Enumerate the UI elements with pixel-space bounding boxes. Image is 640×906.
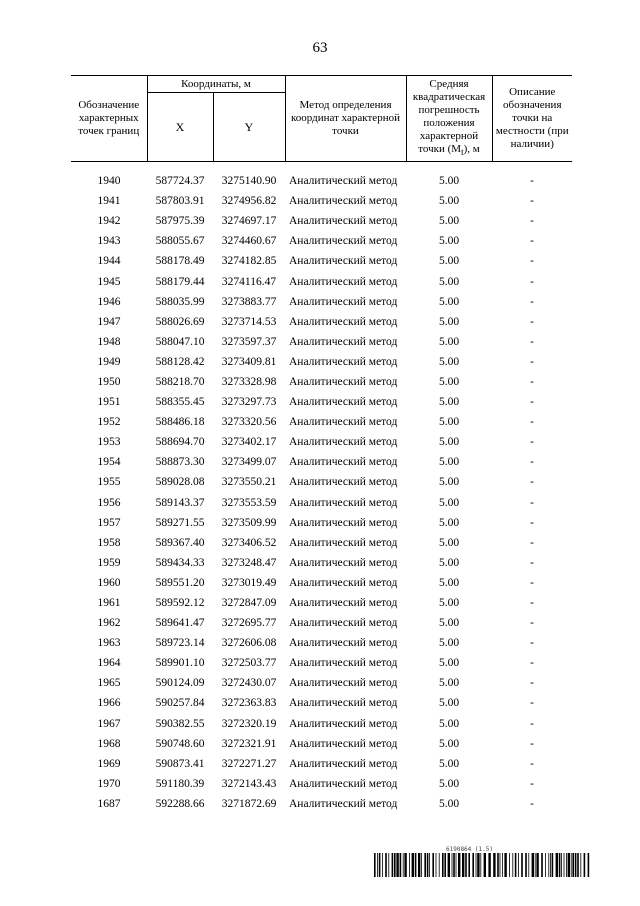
x-cell: 589551.20 — [155, 576, 205, 589]
x-cell: 588179.44 — [155, 275, 205, 288]
y-cell: 3272606.08 — [221, 637, 277, 650]
description-cell: - — [530, 235, 534, 248]
method-cell: Аналитический метод — [289, 396, 398, 409]
header-coordinates: Координаты, м — [147, 76, 285, 93]
description-cell: - — [530, 797, 534, 810]
x-cell: 589723.14 — [155, 637, 205, 650]
description-cell: - — [530, 416, 534, 429]
description-cell: - — [530, 536, 534, 549]
description-cell: - — [530, 335, 534, 348]
table-row — [71, 231, 572, 251]
point-id-cell: 1965 — [97, 677, 121, 690]
table-row — [71, 673, 572, 693]
description-cell: - — [530, 215, 534, 228]
y-cell: 3274956.82 — [221, 195, 277, 208]
description-cell: - — [530, 456, 534, 469]
error-cell: 5.00 — [438, 697, 460, 710]
table-row — [71, 613, 572, 633]
error-cell: 5.00 — [438, 576, 460, 589]
y-cell: 3273509.99 — [221, 516, 277, 529]
y-cell: 3273248.47 — [221, 556, 277, 569]
point-id-cell: 1940 — [97, 175, 121, 188]
point-id-cell: 1941 — [97, 195, 121, 208]
error-cell: 5.00 — [438, 375, 460, 388]
error-cell: 5.00 — [438, 777, 460, 790]
y-cell: 3273320.56 — [221, 416, 277, 429]
method-cell: Аналитический метод — [289, 496, 398, 509]
x-cell: 588178.49 — [155, 255, 205, 268]
table-row — [71, 251, 572, 271]
y-cell: 3274182.85 — [221, 255, 277, 268]
point-id-cell: 1954 — [97, 456, 121, 469]
table-row — [71, 292, 572, 312]
error-cell: 5.00 — [438, 396, 460, 409]
method-cell: Аналитический метод — [289, 597, 398, 610]
table-row — [71, 493, 572, 513]
x-cell: 592288.66 — [155, 797, 205, 810]
point-id-cell: 1964 — [97, 657, 121, 670]
method-cell: Аналитический метод — [289, 757, 398, 770]
table-row — [71, 171, 572, 191]
error-cell: 5.00 — [438, 717, 460, 730]
y-cell: 3272847.09 — [221, 597, 277, 610]
x-cell: 589271.55 — [155, 516, 205, 529]
coordinates-table — [71, 171, 572, 814]
table-row — [71, 191, 572, 211]
y-cell: 3272143.43 — [221, 777, 277, 790]
method-cell: Аналитический метод — [289, 235, 398, 248]
point-id-cell: 1959 — [97, 556, 121, 569]
description-cell: - — [530, 496, 534, 509]
error-cell: 5.00 — [438, 335, 460, 348]
y-cell: 3273714.53 — [221, 315, 277, 328]
x-cell: 590873.41 — [155, 757, 205, 770]
description-cell: - — [530, 436, 534, 449]
table-row — [71, 352, 572, 372]
point-id-cell: 1945 — [97, 275, 121, 288]
y-cell: 3272363.83 — [221, 697, 277, 710]
point-id-cell: 1968 — [97, 737, 121, 750]
error-cell: 5.00 — [438, 536, 460, 549]
y-cell: 3273328.98 — [221, 375, 277, 388]
table-row — [71, 312, 572, 332]
error-cell: 5.00 — [438, 496, 460, 509]
table-row — [71, 452, 572, 472]
x-cell: 589434.33 — [155, 556, 205, 569]
y-cell: 3273883.77 — [221, 295, 277, 308]
description-cell: - — [530, 737, 534, 750]
point-id-cell: 1942 — [97, 215, 121, 228]
error-cell: 5.00 — [438, 275, 460, 288]
x-cell: 588355.45 — [155, 396, 205, 409]
x-cell: 590748.60 — [155, 737, 205, 750]
point-id-cell: 1953 — [97, 436, 121, 449]
point-id-cell: 1962 — [97, 617, 121, 630]
method-cell: Аналитический метод — [289, 536, 398, 549]
method-cell: Аналитический метод — [289, 617, 398, 630]
point-id-cell: 1961 — [97, 597, 121, 610]
point-id-cell: 1970 — [97, 777, 121, 790]
x-cell: 588486.18 — [155, 416, 205, 429]
point-id-cell: 1943 — [97, 235, 121, 248]
error-cell: 5.00 — [438, 516, 460, 529]
header-error-sub: t — [461, 147, 464, 158]
description-cell: - — [530, 717, 534, 730]
description-cell: - — [530, 396, 534, 409]
error-cell: 5.00 — [438, 617, 460, 630]
error-cell: 5.00 — [438, 255, 460, 268]
method-cell: Аналитический метод — [289, 677, 398, 690]
point-id-cell: 1948 — [97, 335, 121, 348]
error-cell: 5.00 — [438, 476, 460, 489]
header-description: Описание обозначения точки на местности (при наличии) — [492, 76, 572, 162]
error-cell: 5.00 — [438, 436, 460, 449]
y-cell: 3272271.27 — [221, 757, 277, 770]
method-cell: Аналитический метод — [289, 255, 398, 268]
y-cell: 3273409.81 — [221, 355, 277, 368]
table-row — [71, 573, 572, 593]
x-cell: 587975.39 — [155, 215, 205, 228]
error-cell: 5.00 — [438, 195, 460, 208]
description-cell: - — [530, 637, 534, 650]
x-cell: 588026.69 — [155, 315, 205, 328]
table-row — [71, 533, 572, 553]
table-row — [71, 653, 572, 673]
error-cell: 5.00 — [438, 295, 460, 308]
y-cell: 3272430.07 — [221, 677, 277, 690]
method-cell: Аналитический метод — [289, 797, 398, 810]
x-cell: 589592.12 — [155, 597, 205, 610]
method-cell: Аналитический метод — [289, 436, 398, 449]
point-id-cell: 1955 — [97, 476, 121, 489]
y-cell: 3273297.73 — [221, 396, 277, 409]
table-row — [71, 332, 572, 352]
header-error-text: Средняя квадратическая погрешность положения характерной точки (M — [412, 77, 486, 155]
method-cell: Аналитический метод — [289, 275, 398, 288]
error-cell: 5.00 — [438, 737, 460, 750]
method-cell: Аналитический метод — [289, 657, 398, 670]
y-cell: 3272321.91 — [221, 737, 277, 750]
method-cell: Аналитический метод — [289, 375, 398, 388]
point-id-cell: 1958 — [97, 536, 121, 549]
y-cell: 3273550.21 — [221, 476, 277, 489]
method-cell: Аналитический метод — [289, 576, 398, 589]
method-cell: Аналитический метод — [289, 737, 398, 750]
method-cell: Аналитический метод — [289, 777, 398, 790]
error-cell: 5.00 — [438, 175, 460, 188]
description-cell: - — [530, 355, 534, 368]
error-cell: 5.00 — [438, 456, 460, 469]
point-id-cell: 1952 — [97, 416, 121, 429]
x-cell: 590257.84 — [155, 697, 205, 710]
method-cell: Аналитический метод — [289, 697, 398, 710]
y-cell: 3273402.17 — [221, 436, 277, 449]
y-cell: 3272320.19 — [221, 717, 277, 730]
header-error-tail: ), м — [463, 142, 480, 155]
table-row — [71, 211, 572, 231]
method-cell: Аналитический метод — [289, 556, 398, 569]
table-row — [71, 553, 572, 573]
point-id-cell: 1687 — [97, 797, 121, 810]
error-cell: 5.00 — [438, 757, 460, 770]
description-cell: - — [530, 757, 534, 770]
point-id-cell: 1949 — [97, 355, 121, 368]
table-row — [71, 271, 572, 291]
description-cell: - — [530, 315, 534, 328]
description-cell: - — [530, 255, 534, 268]
method-cell: Аналитический метод — [289, 195, 398, 208]
method-cell: Аналитический метод — [289, 215, 398, 228]
x-cell: 588055.67 — [155, 235, 205, 248]
x-cell: 588047.10 — [155, 335, 205, 348]
table-row — [71, 593, 572, 613]
point-id-cell: 1946 — [97, 295, 121, 308]
x-cell: 589028.08 — [155, 476, 205, 489]
y-cell: 3272503.77 — [221, 657, 277, 670]
table-row — [71, 734, 572, 754]
error-cell: 5.00 — [438, 797, 460, 810]
description-cell: - — [530, 556, 534, 569]
error-cell: 5.00 — [438, 677, 460, 690]
description-cell: - — [530, 476, 534, 489]
y-cell: 3275140.90 — [221, 175, 277, 188]
error-cell: 5.00 — [438, 637, 460, 650]
method-cell: Аналитический метод — [289, 516, 398, 529]
y-cell: 3273499.07 — [221, 456, 277, 469]
point-id-cell: 1956 — [97, 496, 121, 509]
header-y: Y — [213, 93, 285, 162]
table-row — [71, 513, 572, 533]
table-row — [71, 774, 572, 794]
x-cell: 588128.42 — [155, 355, 205, 368]
table-row — [71, 794, 572, 814]
error-cell: 5.00 — [438, 597, 460, 610]
x-cell: 589901.10 — [155, 657, 205, 670]
table-row — [71, 472, 572, 492]
description-cell: - — [530, 195, 534, 208]
x-cell: 590124.09 — [155, 677, 205, 690]
method-cell: Аналитический метод — [289, 355, 398, 368]
table-row — [71, 392, 572, 412]
x-cell: 588873.30 — [155, 456, 205, 469]
error-cell: 5.00 — [438, 416, 460, 429]
method-cell: Аналитический метод — [289, 456, 398, 469]
y-cell: 3273019.49 — [221, 576, 277, 589]
point-id-cell: 1950 — [97, 375, 121, 388]
error-cell: 5.00 — [438, 355, 460, 368]
table-header — [71, 75, 572, 162]
point-id-cell: 1967 — [97, 717, 121, 730]
x-cell: 588694.70 — [155, 436, 205, 449]
x-cell: 588218.70 — [155, 375, 205, 388]
y-cell: 3273597.37 — [221, 335, 277, 348]
description-cell: - — [530, 597, 534, 610]
description-cell: - — [530, 657, 534, 670]
description-cell: - — [530, 677, 534, 690]
method-cell: Аналитический метод — [289, 476, 398, 489]
method-cell: Аналитический метод — [289, 717, 398, 730]
y-cell: 3271872.69 — [221, 797, 277, 810]
description-cell: - — [530, 375, 534, 388]
x-cell: 589641.47 — [155, 617, 205, 630]
description-cell: - — [530, 275, 534, 288]
method-cell: Аналитический метод — [289, 295, 398, 308]
x-cell: 589143.37 — [155, 496, 205, 509]
y-cell: 3272695.77 — [221, 617, 277, 630]
table-row — [71, 633, 572, 653]
table-row — [71, 754, 572, 774]
header-method: Метод определения координат характерной точки — [285, 76, 406, 162]
x-cell: 588035.99 — [155, 295, 205, 308]
description-cell: - — [530, 617, 534, 630]
description-cell: - — [530, 516, 534, 529]
x-cell: 587724.37 — [155, 175, 205, 188]
description-cell: - — [530, 576, 534, 589]
error-cell: 5.00 — [438, 215, 460, 228]
method-cell: Аналитический метод — [289, 335, 398, 348]
y-cell: 3274460.67 — [221, 235, 277, 248]
description-cell: - — [530, 295, 534, 308]
table-row — [71, 714, 572, 734]
method-cell: Аналитический метод — [289, 175, 398, 188]
table-row — [71, 693, 572, 713]
header-point-id: Обозначение характерных точек границ — [71, 76, 147, 162]
x-cell: 589367.40 — [155, 536, 205, 549]
description-cell: - — [530, 697, 534, 710]
method-cell: Аналитический метод — [289, 315, 398, 328]
point-id-cell: 1966 — [97, 697, 121, 710]
method-cell: Аналитический метод — [289, 416, 398, 429]
y-cell: 3273406.52 — [221, 536, 277, 549]
page-number: 63 — [312, 40, 328, 56]
point-id-cell: 1944 — [97, 255, 121, 268]
document-stamp: 6190864 (1.5) — [446, 846, 493, 853]
method-cell: Аналитический метод — [289, 637, 398, 650]
y-cell: 3273553.59 — [221, 496, 277, 509]
barcode-icon — [374, 853, 590, 877]
x-cell: 587803.91 — [155, 195, 205, 208]
point-id-cell: 1951 — [97, 396, 121, 409]
error-cell: 5.00 — [438, 556, 460, 569]
error-cell: 5.00 — [438, 657, 460, 670]
point-id-cell: 1963 — [97, 637, 121, 650]
description-cell: - — [530, 777, 534, 790]
point-id-cell: 1947 — [97, 315, 121, 328]
table-row — [71, 412, 572, 432]
point-id-cell: 1969 — [97, 757, 121, 770]
header-error — [406, 76, 492, 162]
error-cell: 5.00 — [438, 235, 460, 248]
table-row — [71, 372, 572, 392]
x-cell: 590382.55 — [155, 717, 205, 730]
header-x: X — [147, 93, 213, 162]
y-cell: 3274116.47 — [221, 275, 277, 288]
point-id-cell: 1957 — [97, 516, 121, 529]
x-cell: 591180.39 — [155, 777, 205, 790]
point-id-cell: 1960 — [97, 576, 121, 589]
y-cell: 3274697.17 — [221, 215, 277, 228]
error-cell: 5.00 — [438, 315, 460, 328]
description-cell: - — [530, 175, 534, 188]
table-row — [71, 432, 572, 452]
